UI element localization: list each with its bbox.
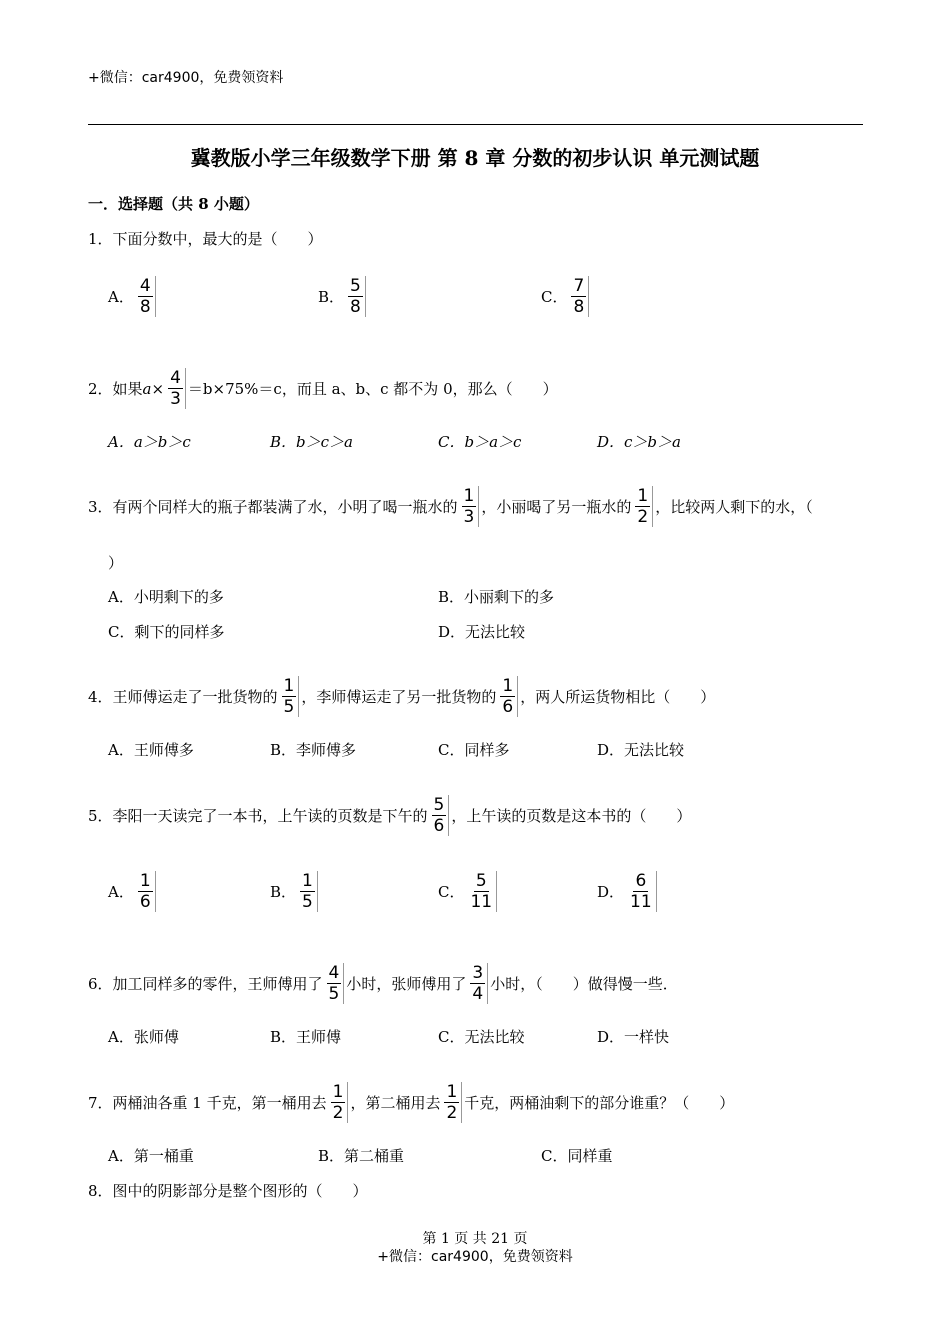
q5-option-d: D． $\frac{6}{11}$ [597,871,659,912]
q1-option-c: C． $\frac{7}{8}$ [541,276,591,317]
page-title: 冀教版小学三年级数学下册 第 8 章 分数的初步认识 单元测试题 [190,146,760,170]
fraction: $\frac{1}{6}$ [136,871,156,912]
q3-option-b: B．小丽剩下的多 [438,588,555,606]
fraction: $\frac{1}{2}$ [633,486,653,527]
question-1: 1．下面分数中，最大的是（ ） [88,230,323,248]
fraction: $\frac{5}{11}$ [466,871,497,912]
q3-option-c: C．剩下的同样多 [108,623,225,641]
question-2: 2．如果 a × $\frac{4}{3}$ ＝b×75%＝c，而且 a、b、c 都不为 0，那么（ ） [88,368,558,409]
page-number: 第 1 页 共 21 页 [422,1231,528,1247]
fraction: $\frac{7}{8}$ [569,276,589,317]
q7-option-a: A．第一桶重 [108,1147,194,1165]
q1-option-a: A． $\frac{4}{8}$ [108,276,158,317]
question-4: 4．王师傅运走了一批货物的 $\frac{1}{5}$ ，李师傅运走了另一批货物的 $\frac{1}{6}$ ，两人所运货物相比（ ） [88,676,716,717]
q2-option-b: B．b＞c＞a [270,433,353,451]
question-3-cont: ） [108,554,124,572]
q5-option-c: C． $\frac{5}{11}$ [438,871,499,912]
fraction: $\frac{1}{2}$ [329,1082,349,1123]
header-note: +微信：car4900，免费领资料 [88,70,284,86]
q2-option-a: A．a＞b＞c [108,433,191,451]
q4-option-a: A．王师傅多 [108,741,194,759]
fraction: $\frac{1}{5}$ [298,871,318,912]
fraction: $\frac{4}{8}$ [136,276,156,317]
question-7: 7．两桶油各重 1 千克，第一桶用去 $\frac{1}{2}$ ，第二桶用去 $\frac{1}{2}$ 千克，两桶油剩下的部分谁重？（ ） [88,1082,735,1123]
question-5: 5．李阳一天读完了一本书，上午读的页数是下午的 $\frac{5}{6}$ ，上午读的页数是这本书的（ ） [88,795,692,836]
q6-option-c: C．无法比较 [438,1028,525,1046]
section-heading: 一．选择题（共 8 小题） [88,195,259,213]
fraction: $\frac{1}{5}$ [280,676,300,717]
fraction: $\frac{5}{6}$ [430,795,450,836]
q5-option-a: A． $\frac{1}{6}$ [108,871,158,912]
q6-option-a: A．张师傅 [108,1028,179,1046]
fraction: $\frac{6}{11}$ [626,871,657,912]
fraction: $\frac{1}{6}$ [498,676,518,717]
question-8: 8．图中的阴影部分是整个图形的（ ） [88,1182,368,1200]
fraction: $\frac{1}{2}$ [442,1082,462,1123]
footer-note: +微信：car4900，免费领资料 [377,1249,573,1265]
question-3: 3．有两个同样大的瓶子都装满了水，小明了喝一瓶水的 $\frac{1}{3}$ ，小丽喝了另一瓶水的 $\frac{1}{2}$ ，比较两人剩下的水，（ [88,486,813,527]
fraction: $\frac{5}{8}$ [346,276,366,317]
q2-option-c: C．b＞a＞c [438,433,522,451]
q6-option-d: D．一样快 [597,1028,670,1046]
q7-option-b: B．第二桶重 [318,1147,405,1165]
q3-option-a: A．小明剩下的多 [108,588,224,606]
q4-option-d: D．无法比较 [597,741,685,759]
q4-option-b: B．李师傅多 [270,741,357,759]
q4-option-c: C．同样多 [438,741,510,759]
header-rule [88,124,863,125]
question-6: 6．加工同样多的零件，王师傅用了 $\frac{4}{5}$ 小时，张师傅用了 $\frac{3}{4}$ 小时，（ ）做得慢一些． [88,963,678,1004]
fraction: $\frac{3}{4}$ [468,963,488,1004]
fraction: $\frac{1}{3}$ [460,486,480,527]
q5-option-b: B． $\frac{1}{5}$ [270,871,320,912]
fraction: $\frac{4}{5}$ [325,963,345,1004]
fraction: $\frac{4}{3}$ [166,368,186,409]
q3-option-d: D．无法比较 [438,623,526,641]
q6-option-b: B．王师傅 [270,1028,342,1046]
q2-option-d: D．c＞b＞a [597,433,681,451]
q7-option-c: C．同样重 [541,1147,613,1165]
q1-option-b: B． $\frac{5}{8}$ [318,276,368,317]
